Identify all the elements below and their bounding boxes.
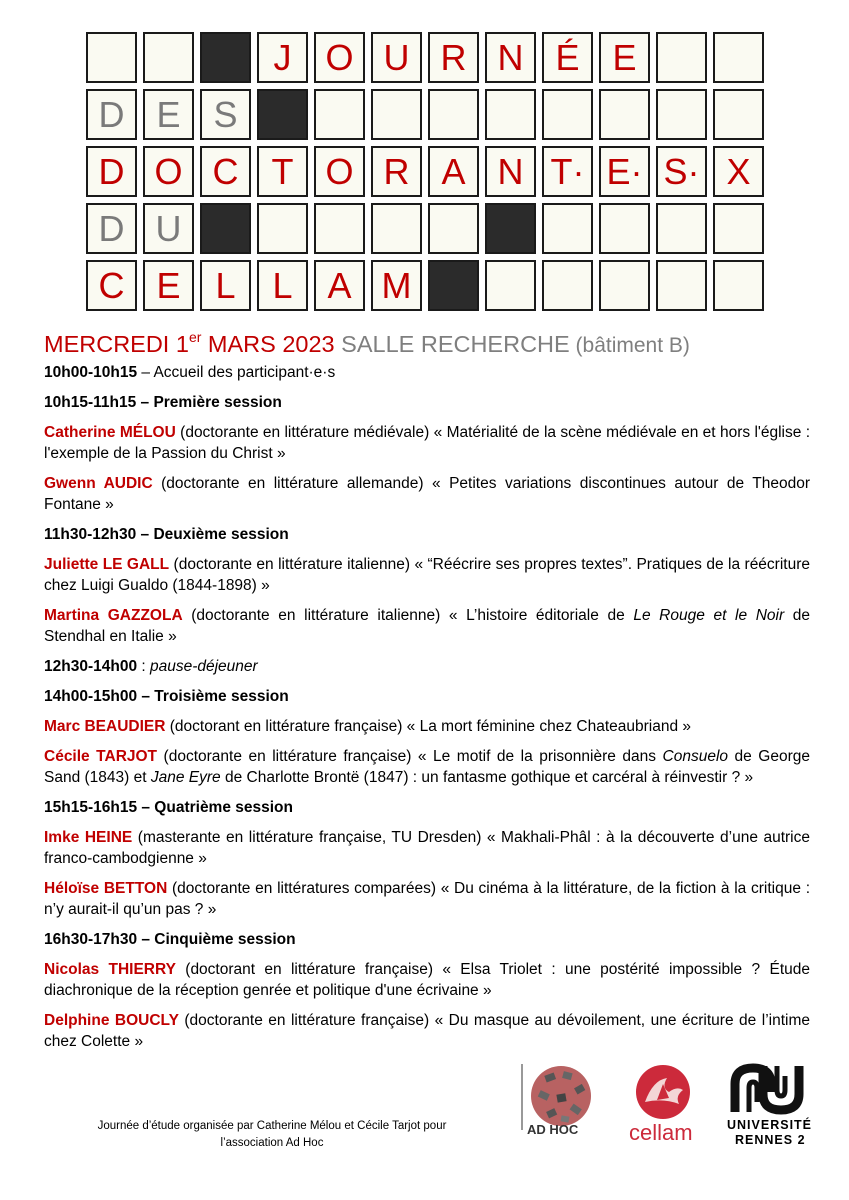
grid-letter-cell: L [200,260,251,311]
grid-empty-cell [599,89,650,140]
event-date: MERCREDI 1er MARS 2023 [44,329,335,357]
grid-letter-cell: O [143,146,194,197]
talk-item: Catherine MÉLOU (doctorante en littérature médiévale) « Matérialité de la scène médiévale en et hors l'église : l'exemple de la Passion du Christ » [44,424,810,462]
grid-letter-cell: M [371,260,422,311]
talk-item: Delphine BOUCLY (doctorante en littérature française) « Du masque au dévoilement, une écriture de l’intime chez Colette » [44,1012,810,1050]
session-heading: 14h00-15h00 – Troisième session [44,688,289,705]
grid-letter-cell: A [428,146,479,197]
grid-empty-cell [485,89,536,140]
grid-letter-cell: N [485,146,536,197]
grid-letter-cell: A [314,260,365,311]
speaker-name: Cécile TARJOT [44,748,158,765]
grid-letter-cell: É [542,32,593,83]
grid-letter-cell: E [599,32,650,83]
grid-empty-cell [656,32,707,83]
speaker-name: Juliette LE GALL [44,556,170,573]
grid-empty-cell [428,89,479,140]
grid-letter-cell: C [200,146,251,197]
grid-empty-cell [371,89,422,140]
grid-black-cell [200,203,251,254]
grid-empty-cell [656,89,707,140]
session-heading: 15h15-16h15 – Quatrième session [44,799,293,816]
speaker-name: Martina GAZZOLA [44,607,183,624]
speaker-name: Imke HEINE [44,829,133,846]
talk-item: Imke HEINE (masterante en littérature française, TU Dresden) « Makhali-Phâl : à la découverte d’une autrice franco-cambodgienne » [44,829,811,867]
event-location: SALLE RECHERCHE [334,331,570,357]
grid-letter-cell: X [713,146,764,197]
grid-letter-cell: S· [656,146,707,197]
partner-logos [505,1060,825,1150]
talk-item: Gwenn AUDIC (doctorante en littérature allemande) « Petites variations discontinues autour de Theodor Fontane » [44,475,810,513]
grid-letter-cell: N [485,32,536,83]
grid-empty-cell [599,203,650,254]
grid-empty-cell [86,32,137,83]
grid-empty-cell [656,260,707,311]
talk-item: Cécile TARJOT (doctorante en littérature française) « Le motif de la prisonnière dans Consuelo de George Sand (1843) et Jane Eyre de Charlotte Brontë (1847) : un fantasme gothique et carcéral à réinvestir ? » [44,748,810,786]
speaker-name: Nicolas THIERRY [44,961,176,978]
grid-empty-cell [542,203,593,254]
session-heading: 10h15-11h15 – Première session [44,394,282,411]
session-heading: 16h30-17h30 – Cinquième session [44,931,296,948]
grid-empty-cell [371,203,422,254]
grid-black-cell [200,32,251,83]
grid-empty-cell [314,203,365,254]
crossword-title-grid [86,32,764,311]
grid-letter-cell: L [257,260,308,311]
talk-item: Héloïse BETTON (doctorante en littératures comparées) « Du cinéma à la littérature, de la fiction à la critique : n’y aurait-il qu’un pas ? » [44,880,810,918]
grid-letter-cell: E [143,260,194,311]
adhoc-logo: AD HOC [515,1060,595,1140]
cellam-emblem-icon [623,1062,703,1122]
grid-empty-cell [713,203,764,254]
grid-letter-cell: D [86,146,137,197]
grid-empty-cell [143,32,194,83]
grid-letter-cell: E· [599,146,650,197]
grid-empty-cell [713,260,764,311]
grid-empty-cell [542,89,593,140]
grid-empty-cell [542,260,593,311]
grid-letter-cell: T [257,146,308,197]
grid-empty-cell [485,260,536,311]
grid-black-cell [485,203,536,254]
grid-empty-cell [656,203,707,254]
grid-letter-cell: U [143,203,194,254]
grid-letter-cell: J [257,32,308,83]
grid-black-cell [428,260,479,311]
talk-item: Juliette LE GALL (doctorante en littérature italienne) « “Réécrire ses propres textes”. Pratiques de la réécriture chez Luigi Gualdo (1844-1898) » [44,556,810,594]
grid-letter-cell: S [200,89,251,140]
event-building: (bâtiment B) [569,334,690,357]
speaker-name: Gwenn AUDIC [44,475,153,492]
grid-empty-cell [428,203,479,254]
grid-empty-cell [713,89,764,140]
program-item-accueil: 10h00-10h15 – Accueil des participant·e·s [44,364,336,381]
grid-letter-cell: E [143,89,194,140]
talk-item: Nicolas THIERRY (doctorant en littérature française) « Elsa Triolet : une postérité impossible ? Étude diachronique de la réception genrée et politique d'une écrivaine » [44,961,810,999]
session-heading: 11h30-12h30 – Deuxième session [44,526,289,543]
event-dateline [44,322,690,361]
grid-letter-cell: R [428,32,479,83]
grid-letter-cell: C [86,260,137,311]
grid-black-cell [257,89,308,140]
grid-empty-cell [599,260,650,311]
grid-letter-cell: R [371,146,422,197]
speaker-name: Marc BEAUDIER [44,718,166,735]
grid-letter-cell: O [314,146,365,197]
speaker-name: Delphine BOUCLY [44,1012,179,1029]
organizer-note: Journée d’étude organisée par Catherine Mélou et Cécile Tarjot pour l’association Ad Hoc [97,1120,447,1149]
cellam-logo: cellam [623,1062,703,1147]
rennes2-logo: UNIVERSITÉ RENNES 2 [727,1062,817,1147]
grid-letter-cell: O [314,32,365,83]
grid-empty-cell [314,89,365,140]
grid-empty-cell [713,32,764,83]
speaker-name: Catherine MÉLOU [44,424,176,441]
program-list [44,362,810,1061]
rennes2-emblem-icon [727,1062,807,1116]
grid-empty-cell [257,203,308,254]
talk-item: Marc BEAUDIER (doctorant en littérature française) « La mort féminine chez Chateaubriand » [44,718,692,735]
program-item-lunch: 12h30-14h00 : pause-déjeuner [44,658,258,675]
grid-letter-cell: D [86,89,137,140]
speaker-name: Héloïse BETTON [44,880,168,897]
grid-letter-cell: D [86,203,137,254]
grid-letter-cell: T· [542,146,593,197]
grid-letter-cell: U [371,32,422,83]
talk-item: Martina GAZZOLA (doctorante en littérature italienne) « L’histoire éditoriale de Le Rouge et le Noir de Stendhal en Italie » [44,607,810,645]
